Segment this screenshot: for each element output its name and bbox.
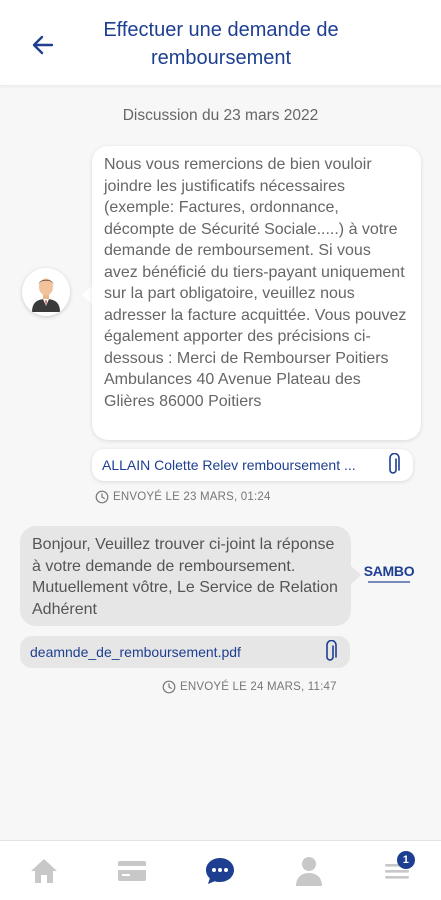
- tab-messages[interactable]: [190, 843, 250, 899]
- status-text: ENVOYÉ LE 23 MARS, 01:24: [113, 491, 271, 503]
- avatar: [22, 268, 70, 316]
- attachment-name: deamnde_de_remboursement.pdf: [30, 644, 241, 660]
- status-text: ENVOYÉ LE 24 MARS, 11:47: [180, 681, 337, 693]
- back-button[interactable]: [26, 28, 60, 62]
- discussion-date: Discussion du 23 mars 2022: [122, 107, 319, 124]
- tab-profile[interactable]: [279, 843, 339, 899]
- outgoing-attachment[interactable]: [20, 636, 350, 668]
- user-icon: [295, 856, 323, 886]
- notification-badge: 1: [397, 851, 415, 869]
- bubble-tail: [350, 565, 361, 585]
- paperclip-icon: [320, 639, 340, 665]
- sender-logo: [362, 563, 416, 593]
- card-icon: [117, 860, 147, 882]
- bottom-tab-bar: [0, 840, 441, 900]
- arrow-left-icon: [32, 34, 54, 56]
- app-header: [0, 0, 441, 86]
- home-icon: [29, 857, 59, 885]
- page-title: Effectuer une demande de remboursement: [103, 19, 339, 69]
- clock-icon: [95, 490, 109, 504]
- tab-menu[interactable]: [367, 843, 427, 899]
- paperclip-icon: [383, 452, 403, 478]
- clock-icon: [162, 680, 176, 694]
- tab-home[interactable]: [14, 843, 74, 899]
- advisor-avatar-icon: [26, 272, 66, 312]
- tab-card[interactable]: [102, 843, 162, 899]
- attachment-name: ALLAIN Colette Relev remboursement ...: [102, 457, 356, 473]
- outgoing-message-text: Bonjour, Veuillez trouver ci-joint la réponse à votre demande de remboursement. Mutuellement vôtre, Le Service de Relation Adhérent: [20, 526, 351, 626]
- logo-underline: [368, 581, 410, 583]
- incoming-attachment[interactable]: [92, 449, 413, 481]
- chat-icon: [204, 856, 236, 886]
- message-status: [95, 490, 271, 504]
- sender-logo-text: SAMBO: [363, 563, 415, 579]
- message-status: [162, 680, 337, 694]
- incoming-message-text: Nous vous remercions de bien vouloir joindre les justificatifs nécessaires (exemple: Factures, ordonnance, décompte de Sécurité Sociale.....) à votre demande de remboursement. Si vous avez bénéficié du tiers-payant uniquement sur la part obligatoire, veuillez nous adresser la facture acquittée. Vous pouvez également apporter des précisions ci-dessous : Merci de Rembourser Poitiers Ambulances 40 Avenue Plateau des Glières 86000 Poitiers: [92, 146, 421, 440]
